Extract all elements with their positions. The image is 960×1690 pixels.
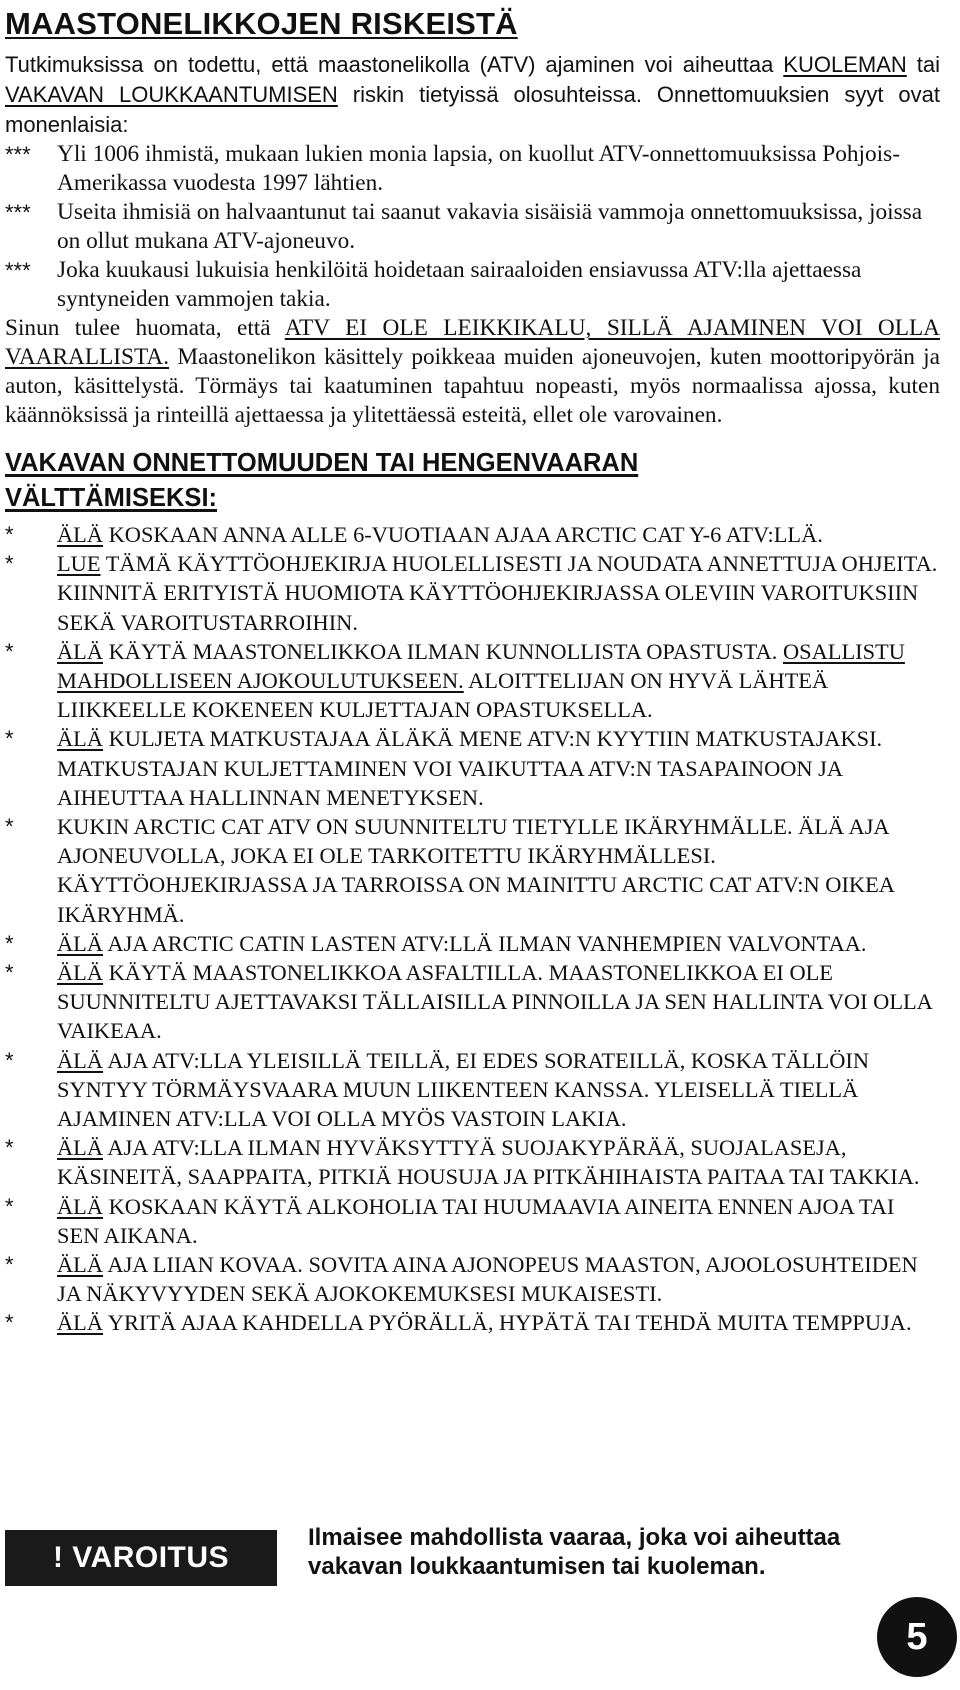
rule-bullet: * xyxy=(5,1193,14,1219)
rule-lead: ÄLÄ xyxy=(57,930,104,956)
safety-rule xyxy=(5,637,940,725)
rule-lead: ÄLÄ xyxy=(57,1252,104,1278)
rule-lead: ÄLÄ xyxy=(57,960,104,986)
safety-rule xyxy=(5,1133,940,1191)
stat-text: Yli 1006 ihmistä, mukaan lukien monia lapsia, on kuollut ATV-onnettomuuksissa Pohjois-Amerikassa vuodesta 1997 lähtien. xyxy=(57,141,900,196)
rule-bullet: * xyxy=(5,551,14,577)
rule-body: ALOITTELIJAN ON HYVÄ LÄHTEÄ LIIKKEELLE KOKENEEN KULJETTAJAN OPASTUKSELLA. xyxy=(57,668,829,723)
rule-body: KÄYTÄ MAASTONELIKKOA ILMAN KUNNOLLISTA OPASTUSTA. xyxy=(103,638,783,664)
rule-bullet: * xyxy=(5,1310,14,1336)
atv-text: Sinun tulee huomata, että xyxy=(5,315,285,341)
rule-lead: ÄLÄ xyxy=(57,726,104,752)
rule-body: AJA ATV:LLA YLEISILLÄ TEILLÄ, EI EDES SORATEILLÄ, KOSKA TÄLLÖIN SYNTYY TÖRMÄYSVAARA MUUN LIIKENTEEN KANSSA. YLEISELLÄ TIELLÄ AJAMINEN ATV:LLA VOI OLLA MYÖS VASTOIN LAKIA. xyxy=(57,1047,870,1132)
rule-text xyxy=(57,520,940,549)
rule-emphasis: OSALLISTU MAHDOLLISEEN AJOKOULUTUKSEEN. xyxy=(57,638,905,694)
section-heading-line: VAKAVAN ONNETTOMUUDEN TAI HENGENVAARAN xyxy=(5,449,639,477)
safety-rule xyxy=(5,1308,940,1337)
rule-bullet: * xyxy=(5,522,14,547)
rule-lead: ÄLÄ xyxy=(57,1310,104,1336)
rule-lead: ÄLÄ xyxy=(57,1193,104,1219)
rule-text xyxy=(57,724,940,812)
page-number-badge xyxy=(877,1597,957,1677)
rule-text xyxy=(57,958,940,1046)
atv-emphasis: ATV EI OLE LEIKKIKALU, SILLÄ AJAMINEN VOI OLLA VAARALLISTA. xyxy=(5,315,940,370)
section-heading-line: VÄLTTÄMISEKSI: xyxy=(5,484,218,512)
stat-item xyxy=(5,256,940,314)
stat-text: Useita ihmisiä on halvaantunut tai saanut vakavia sisäisiä vammoja onnettomuuksissa, joissa on ollut mukana ATV-ajoneuvo. xyxy=(57,199,923,254)
stat-text: Joka kuukausi lukuisia henkilöitä hoidetaan sairaaloiden ensiavussa ATV:lla ajettaessa syntyneiden vammojen takia. xyxy=(57,257,862,312)
stat-bullet: *** xyxy=(5,258,31,283)
rule-bullet: * xyxy=(5,638,14,664)
stat-item xyxy=(5,198,940,256)
intro-section xyxy=(5,50,940,430)
intro-emphasis-injury: VAKAVAN LOUKKAANTUMISEN xyxy=(5,82,338,107)
page-title: MAASTONELIKKOJEN RISKEISTÄ xyxy=(5,6,518,41)
rule-lead: ÄLÄ xyxy=(57,522,104,547)
rule-body: AJA LIIAN KOVAA. SOVITA AINA AJONOPEUS MAASTON, AJOOLOSUHTEIDEN JA NÄKYVYYDEN SEKÄ AJOKOKEMUKSESI MUKAISESTI. xyxy=(57,1252,918,1307)
rule-body: KOSKAAN KÄYTÄ ALKOHOLIA TAI HUUMAAVIA AINEITA ENNEN AJOA TAI SEN AIKANA. xyxy=(57,1193,895,1248)
rule-text xyxy=(57,1250,940,1308)
rule-body: AJA ARCTIC CATIN LASTEN ATV:LLÄ ILMAN VANHEMPIEN VALVONTAA. xyxy=(103,930,867,956)
rule-body: YRITÄ AJAA KAHDELLA PYÖRÄLLÄ, HYPÄTÄ TAI TEHDÄ MUITA TEMPPUJA. xyxy=(103,1310,912,1336)
intro-text: riskin tietyissä olosuhteissa. Onnettomuuksien syyt ovat monenlaisia: xyxy=(5,82,940,137)
atv-text: Maastonelikon käsittely poikkeaa muiden ajoneuvojen, kuten moottoripyörän ja auton, käsittelystä. Törmäys tai kaatuminen tapahtuu nopeasti, myös normaalissa ajossa, kuten käännöksissä ja rinteillä ajettaessa ja ylitettäessä esteitä, ellet ole varovainen. xyxy=(5,344,940,428)
rule-body: TÄMÄ KÄYTTÖOHJEKIRJA HUOLELLISESTI JA NOUDATA ANNETTUJA OHJEITA. KIINNITÄ ERITYISTÄ HUOMIOTA KÄYTTÖOHJEKIRJASSA OLEVIIN VAROITUKSIIN SEKÄ VAROITUSTARROIHIN. xyxy=(57,551,938,635)
rule-text xyxy=(57,1192,940,1250)
warning-label-box xyxy=(5,1530,277,1586)
page-number: 5 xyxy=(906,1615,928,1658)
stat-item xyxy=(5,140,940,198)
rule-bullet: * xyxy=(5,814,14,840)
rule-text xyxy=(57,929,940,958)
rule-bullet: * xyxy=(5,726,14,752)
rule-text xyxy=(57,1046,940,1134)
rule-bullet: * xyxy=(5,930,14,956)
safety-rule xyxy=(5,1192,940,1250)
safety-rule xyxy=(5,520,940,549)
rule-bullet: * xyxy=(5,1047,14,1073)
safety-rules-list xyxy=(5,520,940,1338)
rule-bullet: * xyxy=(5,1252,14,1278)
rule-body: KOSKAAN ANNA ALLE 6-VUOTIAAN AJAA ARCTIC CAT Y-6 ATV:LLÄ. xyxy=(103,522,823,547)
rule-body: AJA ATV:LLA ILMAN HYVÄKSYTTYÄ SUOJAKYPÄRÄÄ, SUOJALASEJA, KÄSINEITÄ, SAAPPAITA, PITKIÄ HOUSUJA JA PITKÄHIHAISTA PAITAA TAI TAKKIA. xyxy=(57,1135,920,1190)
rule-bullet: * xyxy=(5,1135,14,1161)
safety-rule xyxy=(5,929,940,958)
rule-body: KUKIN ARCTIC CAT ATV ON SUUNNITELTU TIETYLLE IKÄRYHMÄLLE. ÄLÄ AJA AJONEUVOLLA, JOKA EI OLE TARKOITETTU IKÄRYHMÄLLESI. KÄYTTÖOHJEKIRJASSA JA TARROISSA ON MAINITTU ARCTIC CAT ATV:N OIKEA IKÄRYHMÄ. xyxy=(57,814,894,927)
rule-lead: LUE xyxy=(57,551,101,577)
rule-body: KÄYTÄ MAASTONELIKKOA ASFALTILLA. MAASTONELIKKOA EI OLE SUUNNITELTU AJETTAVAKSI TÄLLAISILLA PINNOILLA JA SEN HALLINTA VOI OLLA VAIKEAA. xyxy=(57,960,932,1044)
rule-text xyxy=(57,637,940,725)
stat-bullet: *** xyxy=(5,142,31,167)
intro-text: Tutkimuksissa on todettu, että maastonelikolla (ATV) ajaminen voi aiheuttaa xyxy=(5,52,784,77)
rule-text xyxy=(57,812,940,929)
atv-paragraph xyxy=(5,314,940,430)
safety-rule xyxy=(5,1046,940,1134)
stat-bullet: *** xyxy=(5,200,31,225)
rule-text xyxy=(57,549,940,637)
safety-rule xyxy=(5,812,940,929)
safety-rule xyxy=(5,549,940,637)
intro-paragraph xyxy=(5,50,940,140)
rule-text xyxy=(57,1133,940,1191)
safety-rule xyxy=(5,958,940,1046)
section-heading xyxy=(5,446,638,516)
rule-text xyxy=(57,1308,940,1337)
rule-lead: ÄLÄ xyxy=(57,638,104,664)
rule-body: KULJETA MATKUSTAJAA ÄLÄKÄ MENE ATV:N KYYTIIN MATKUSTAJAKSI. MATKUSTAJAN KULJETTAMINEN VOI VAIKUTTAA ATV:N TASAPAINOON JA AIHEUTTAA HALLINNAN MENETYKSEN. xyxy=(57,726,883,810)
rule-lead: ÄLÄ xyxy=(57,1047,104,1073)
intro-emphasis-death: KUOLEMAN xyxy=(783,52,907,77)
intro-text: tai xyxy=(906,52,940,77)
rule-lead: ÄLÄ xyxy=(57,1135,104,1161)
safety-rule xyxy=(5,724,940,812)
warning-label: ! VAROITUS xyxy=(52,1541,230,1574)
warning-description: Ilmaisee mahdollista vaaraa, joka voi aiheuttaa vakavan loukkaantumisen tai kuoleman. xyxy=(308,1524,841,1580)
rule-bullet: * xyxy=(5,960,14,986)
safety-rule xyxy=(5,1250,940,1308)
